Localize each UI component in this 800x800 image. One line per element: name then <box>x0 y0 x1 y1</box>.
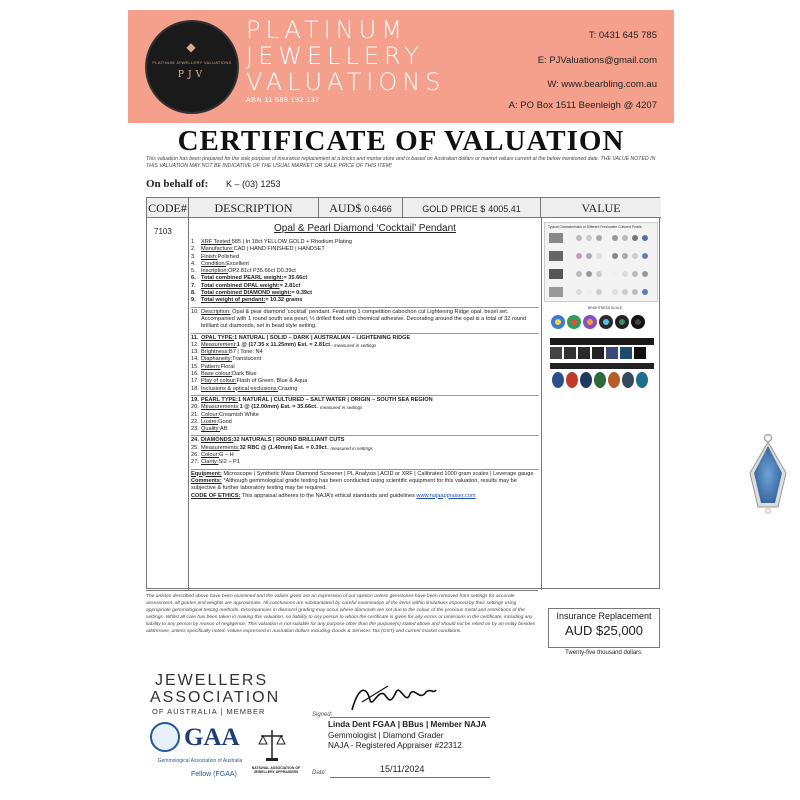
signer-title: Gemmologist | Diamond Grader <box>328 731 444 740</box>
valuation-table <box>146 197 660 589</box>
certificate-title: CERTIFICATE OF VALUATION <box>177 125 625 157</box>
spec-row: 16. Base colour: Dark Blue <box>191 371 257 378</box>
spec-row: 27. Clarity: SI2 – P1 <box>191 459 240 466</box>
website-text: W: www.bearbling.com.au <box>547 79 657 90</box>
pearl-type-row: 19. PEARL TYPE: 1 NATURAL | CULTURED – SALT WATER | ORIGIN – SOUTH SEA REGION <box>191 395 539 404</box>
gaa-logo-text: GAA <box>184 724 240 751</box>
signer-registration: NAJA - Registered Appraiser #22312 <box>328 741 462 750</box>
spec-row: 12. Measurement: 1 @ (17.35 x 11.25mm) Est. = 2.81ct – measured in settings <box>191 341 377 348</box>
on-behalf-value: K – (03) 1253 <box>226 179 281 189</box>
spec-row: 5. Inscription: OP2.81ct P35.66ct D0.39ct <box>191 268 296 275</box>
spec-row: 14. Diaphaneity: Translucent <box>191 356 262 363</box>
spec-row: 21. Colour: Creamish White <box>191 411 259 418</box>
code-column <box>147 218 189 590</box>
insurance-box <box>548 608 660 648</box>
logo-monogram: PJV <box>177 70 207 80</box>
spec-row: 17. Play of colour: Flash of Green, Blue & Aqua <box>191 378 308 385</box>
spec-row: 15. Pattern: Floral <box>191 363 235 370</box>
gaa-seal-icon <box>150 722 180 752</box>
spec-row: 7. Total combined OPAL weight: = 2.81ct <box>191 282 301 289</box>
gold-value: 4005.41 <box>488 204 521 214</box>
spec-row: 1. XRF Tested: 585 | In 18ct YELLOW GOLD + Rhodium Plating <box>191 239 352 245</box>
spec-row: 23. Quality: AB <box>191 426 228 433</box>
brightness-title: BRIGHTNESS SCALE <box>588 306 623 310</box>
header-code: CODE# <box>147 198 189 218</box>
abn-number: ABN 11 589 192 137 <box>246 97 320 104</box>
item-code: 7103 <box>154 227 172 236</box>
disclaimer-text: The articles described above have been examined and the values given are an expression of our opinion unless gemstones have been removed from settings for accurate assessment, all grades and weights are approximate. All conclusions are substantiated by careful examination of the items within limitations imposed by their settings using appropriate gemmological testing methods. Discrepancies in diamond grading may occur where diamonds are set due to the colour of the precious metal and restrictions of the settings. Whilst all care has been taken in making this valuation, no liability to any person to whom the certificate is given for any errors or omissions in the certificate, including any liability to any person by reason of negligence. This valuation is not suitable for any purpose other than the purpose(s) stated above and should not be relied on by an entity besides addressee, unless specifically noted. Values expressed in Australian dollars including Goods & Services Tax (GST) and current market conditions. <box>146 590 538 635</box>
item-title: Opal & Pearl Diamond ‘Cocktail’ Pendant <box>274 223 456 234</box>
signed-label: Signed: <box>312 712 333 718</box>
date-value: 15/11/2024 <box>380 764 425 774</box>
pearl-chart-image <box>544 222 658 302</box>
address-text: A: PO Box 1511 Beenleigh @ 4207 <box>508 100 657 111</box>
intro-text: This valuation has been prepared for the sole purpose of insurance replacement at a bricks and mortar store and is based on Australian dollars or market values current at the below mentioned date. THE VALUE NOTED IN THIS VALUATION MAY NOT BE INDICATIVE OF THE USUAL MARKET OR SALE PRICE OF THIS ITEM* <box>146 156 656 169</box>
email-text: E: PJValuations@gmail.com <box>537 55 657 66</box>
aud-value: 0.6466 <box>364 204 392 214</box>
fellow-text: Fellow (FGAA) <box>191 771 237 778</box>
opal-brightness-chart <box>548 306 656 398</box>
brand-line-3: VALUATIONS <box>246 68 446 96</box>
spec-row: 13. Brightness: B7 | Tone: N4 <box>191 349 263 356</box>
gaa-subtitle: Gemmological Association of Australia <box>157 758 243 764</box>
value-column <box>541 218 661 590</box>
diamond-type-row: 24. DIAMONDS: 32 NATURALS | ROUND BRILLIANT CUTS <box>191 435 539 444</box>
spec-row: 6. Total combined PEARL weight: = 35.66ct <box>191 275 308 282</box>
spec-row: 4. Condition: Excellent <box>191 260 249 267</box>
date-label: Date: <box>312 770 327 776</box>
handwritten-signature <box>348 680 438 716</box>
brand-line-2: JEWELLERY <box>246 42 424 70</box>
naja-text: NATIONAL ASSOCIATION OF JEWELLERY APPRAISERS <box>251 766 301 774</box>
spec-row: 22. Lustre: Good <box>191 418 232 425</box>
description-column <box>189 218 541 590</box>
spec-row: 25. Measurements: 32 RBC @ (1.40mm) Est. = 0.39ct – measured in settings <box>191 444 373 451</box>
spec-row: 26. Colour: G – H <box>191 452 234 459</box>
header-aud <box>319 198 403 218</box>
ja-line-1: JEWELLERS <box>155 672 269 689</box>
date-line <box>330 777 490 778</box>
ja-line-2: ASSOCIATION <box>150 689 281 706</box>
insurance-value: AUD $25,000 <box>564 623 644 638</box>
pearl-chart-title: Typical Characteristics of Different Freshwater Cultured Pearls <box>548 225 642 229</box>
spec-row: 2. Manufacture: CAD | HAND FINISHED | HANDSET <box>191 246 325 253</box>
opal-chart-graphic <box>548 310 656 400</box>
spec-row: 3. Finish: Polished <box>191 253 239 260</box>
brand-line-1: PLATINUM <box>246 16 407 44</box>
ethics-text: CODE OF ETHICS: This appraisal adheres to the NAJA’s ethical standards and guidelines www.najaappraiser.com <box>191 492 476 499</box>
signature-line <box>330 717 490 718</box>
spec-row: 20. Measurements: 1 @ (12.00mm) Est. = 35.66ct – measured in settings <box>191 404 363 411</box>
spec-row: 18. Inclusions & optical exclusions: Crazing <box>191 385 298 392</box>
naja-link[interactable]: www.najaappraiser.com <box>416 492 476 499</box>
header-value: VALUE <box>541 198 661 218</box>
equipment-text: Equipment: Microscope | Synthetic Mass Diamond Screener | PL Analysis | ACID or XRF | Calibrated 1000 gram scales | Leverage gauge <box>191 469 539 478</box>
scales-icon <box>258 728 286 762</box>
description-paragraph: 10. Description: Opal & pear diamond ‘cocktail’ pendant. Featuring 1 competition cabochon cut Lightening Ridge opal, bezel set. Accompanied with 1 round south sea pearl, ½ drilled fixed with chemical adhesive. Decorating around the opal is a total of 32 round brilliant cut diamonds, set in bead style setting. <box>191 307 539 331</box>
comments-text: Comments: *Although gemmological grade testing has been conducted using scientific equipment for this valuation, results may be subjective & further laboratory testing may be required. <box>191 477 517 492</box>
logo-tagline: PLATINUM JEWELLERY VALUATIONS <box>152 60 232 65</box>
header-gold-price <box>403 198 541 218</box>
header-description: DESCRIPTION <box>189 198 319 218</box>
description-rows <box>191 239 539 500</box>
diamond-icon: ◆ <box>186 40 196 54</box>
pearl-chart-graphic <box>545 229 659 303</box>
signer-name: Linda Dent FGAA | BBus | Member NAJA <box>328 720 487 729</box>
gold-label: GOLD PRICE $ <box>422 204 486 214</box>
insurance-words: Twenty-five thousand dollars. <box>565 650 643 656</box>
pendant-photo <box>740 433 796 515</box>
on-behalf-label: On behalf of: <box>146 178 209 190</box>
insurance-label: Insurance Replacement <box>556 611 652 621</box>
opal-type-row: 11. OPAL TYPE: 1 NATURAL | SOLID – DARK | AUSTRALIAN – LIGHTENING RIDGE <box>191 333 539 342</box>
phone-text: T: 0431 645 785 <box>588 30 657 41</box>
spec-row: 8. Total combined DIAMOND weight: = 0.39ct <box>191 290 313 297</box>
ja-line-3: OF AUSTRALIA | MEMBER <box>152 707 266 716</box>
aud-label: AUD$ <box>329 201 362 215</box>
spec-row: 9. Total weight of pendant: = 10.32 grams <box>191 297 303 304</box>
company-logo <box>145 20 239 114</box>
